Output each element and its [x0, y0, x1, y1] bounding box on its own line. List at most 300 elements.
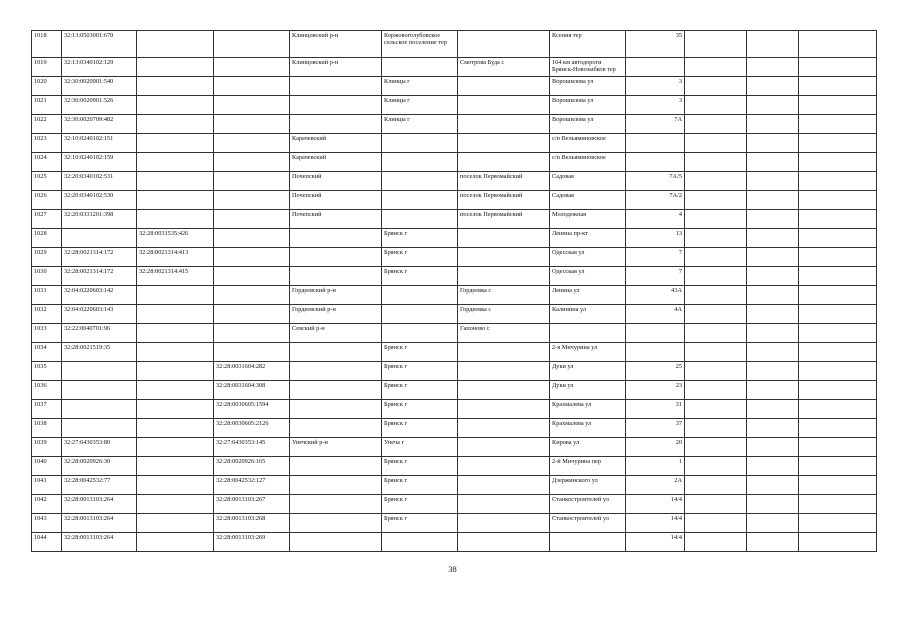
table-cell [382, 533, 458, 552]
table-cell: 32:28:0031604:308 [214, 381, 290, 400]
empty-cell [685, 533, 747, 552]
table-cell: 14/4 [626, 514, 685, 533]
table-cell [458, 476, 550, 495]
table-cell [458, 457, 550, 476]
empty-cell [685, 305, 747, 324]
table-cell [137, 324, 214, 343]
register-table [31, 30, 877, 552]
empty-cell [685, 172, 747, 191]
table-cell: Ленина пр-кт [550, 229, 626, 248]
table-cell [137, 96, 214, 115]
table-cell: 37 [626, 419, 685, 438]
table-cell [137, 77, 214, 96]
table-cell [290, 514, 382, 533]
table-cell: Клинцы г [382, 115, 458, 134]
empty-cell [685, 58, 747, 77]
empty-cell [799, 286, 877, 305]
table-cell [382, 172, 458, 191]
table-cell [458, 229, 550, 248]
table-cell [290, 419, 382, 438]
table-row [32, 305, 877, 324]
table-cell: 32:04:0220603:142 [62, 286, 137, 305]
table-cell: Дзержинского ул [550, 476, 626, 495]
row-number-cell: 1033 [32, 324, 62, 343]
table-cell [137, 381, 214, 400]
table-cell [214, 172, 290, 191]
table-cell [458, 400, 550, 419]
empty-cell [799, 115, 877, 134]
empty-cell [747, 286, 799, 305]
empty-cell [799, 134, 877, 153]
table-cell [214, 343, 290, 362]
table-cell: Брянск г [382, 457, 458, 476]
table-cell [214, 77, 290, 96]
table-row [32, 400, 877, 419]
table-cell: Молодежная [550, 210, 626, 229]
table-cell [137, 457, 214, 476]
table-row [32, 267, 877, 286]
table-cell [290, 248, 382, 267]
empty-cell [685, 134, 747, 153]
empty-cell [747, 115, 799, 134]
empty-cell [685, 248, 747, 267]
row-number-cell: 1044 [32, 533, 62, 552]
table-cell [214, 210, 290, 229]
table-cell: 23 [626, 381, 685, 400]
row-number-cell: 1019 [32, 58, 62, 77]
table-cell [214, 31, 290, 58]
row-number-cell: 1032 [32, 305, 62, 324]
empty-cell [799, 229, 877, 248]
table-cell: 32:27:0430353:80 [62, 438, 137, 457]
table-cell [62, 229, 137, 248]
table-cell [458, 31, 550, 58]
table-cell [214, 324, 290, 343]
table-cell: 43А [626, 286, 685, 305]
table-cell: 25 [626, 362, 685, 381]
empty-cell [685, 96, 747, 115]
table-cell: 32:22:0040701:96 [62, 324, 137, 343]
table-cell: 20 [626, 438, 685, 457]
table-cell [458, 96, 550, 115]
table-cell: 1 [626, 457, 685, 476]
empty-cell [799, 58, 877, 77]
table-cell: Брянск г [382, 419, 458, 438]
page-number: 38 [448, 564, 457, 574]
table-cell: Садовая [550, 191, 626, 210]
row-number-cell: 1034 [32, 343, 62, 362]
table-cell [458, 419, 550, 438]
table-cell [214, 96, 290, 115]
row-number-cell: 1039 [32, 438, 62, 457]
table-cell: 164 км автодороги Брянск-Новозыбков тер [550, 58, 626, 77]
empty-cell [685, 343, 747, 362]
table-row [32, 419, 877, 438]
table-cell [62, 419, 137, 438]
empty-cell [747, 362, 799, 381]
empty-cell [747, 438, 799, 457]
table-row [32, 343, 877, 362]
table-cell: Гордеевский р-н [290, 286, 382, 305]
table-row [32, 96, 877, 115]
table-cell: 13 [626, 229, 685, 248]
table-cell: Станкостроителей ул [550, 495, 626, 514]
row-number-cell: 1042 [32, 495, 62, 514]
table-cell [382, 58, 458, 77]
table-cell [626, 134, 685, 153]
empty-cell [799, 210, 877, 229]
table-cell: 32:28:0013103:269 [214, 533, 290, 552]
table-cell: 7 [626, 267, 685, 286]
table-cell [214, 115, 290, 134]
table-cell: 3 [626, 77, 685, 96]
empty-cell [799, 305, 877, 324]
table-cell [290, 533, 382, 552]
table-cell: 32:28:0021314:172 [62, 267, 137, 286]
table-cell: 32:20:0340102:531 [62, 172, 137, 191]
table-cell: Одесская ул [550, 267, 626, 286]
table-cell: 32:28:0030605:1594 [214, 400, 290, 419]
empty-cell [747, 324, 799, 343]
table-cell: 32:28:0021519:35 [62, 343, 137, 362]
table-row [32, 210, 877, 229]
empty-cell [799, 362, 877, 381]
empty-cell [747, 248, 799, 267]
table-cell [458, 438, 550, 457]
empty-cell [747, 343, 799, 362]
table-cell [458, 381, 550, 400]
table-cell [137, 362, 214, 381]
table-body [32, 31, 877, 552]
table-cell: 32:28:0030605:2126 [214, 419, 290, 438]
empty-cell [747, 381, 799, 400]
table-row [32, 533, 877, 552]
empty-cell [799, 77, 877, 96]
row-number-cell: 1031 [32, 286, 62, 305]
table-cell [214, 58, 290, 77]
table-cell: 32:04:0220603:143 [62, 305, 137, 324]
table-cell [458, 343, 550, 362]
table-cell: 32:30:0020901:526 [62, 96, 137, 115]
table-cell [137, 514, 214, 533]
table-cell: Дуки ул [550, 362, 626, 381]
table-cell: Ксения тер [550, 31, 626, 58]
table-cell [290, 343, 382, 362]
table-cell [458, 514, 550, 533]
row-number-cell: 1040 [32, 457, 62, 476]
table-cell [137, 115, 214, 134]
table-cell [626, 153, 685, 172]
table-cell [458, 77, 550, 96]
empty-cell [747, 134, 799, 153]
table-cell [214, 191, 290, 210]
table-cell: 14/4 [626, 495, 685, 514]
empty-cell [747, 96, 799, 115]
table-row [32, 191, 877, 210]
table-cell: Почепский [290, 191, 382, 210]
table-row [32, 286, 877, 305]
table-cell: 32:28:0013103:264 [62, 514, 137, 533]
table-cell [137, 172, 214, 191]
table-cell: 32:20:0331201:398 [62, 210, 137, 229]
table-row [32, 495, 877, 514]
table-cell [214, 229, 290, 248]
table-cell [550, 324, 626, 343]
table-row [32, 381, 877, 400]
table-cell: Брянск г [382, 400, 458, 419]
empty-cell [747, 400, 799, 419]
empty-cell [685, 419, 747, 438]
table-cell [137, 400, 214, 419]
row-number-cell: 1021 [32, 96, 62, 115]
empty-cell [685, 191, 747, 210]
row-number-cell: 1022 [32, 115, 62, 134]
empty-cell [799, 153, 877, 172]
table-cell: 2-я Мичурина ул [550, 343, 626, 362]
empty-cell [747, 514, 799, 533]
table-cell [290, 77, 382, 96]
table-cell: Карачевский [290, 153, 382, 172]
table-cell: Гордеевский р-н [290, 305, 382, 324]
empty-cell [799, 343, 877, 362]
table-cell [214, 134, 290, 153]
table-cell [382, 134, 458, 153]
table-cell: поселок Первомайский [458, 191, 550, 210]
table-cell: 32:28:0020926:30 [62, 457, 137, 476]
table-cell [382, 210, 458, 229]
empty-cell [685, 210, 747, 229]
empty-cell [685, 267, 747, 286]
table-cell: Станкостроителей ул [550, 514, 626, 533]
table-cell: 32:28:0013103:264 [62, 533, 137, 552]
table-cell: Ворошилова ул [550, 96, 626, 115]
table-cell: 32:28:0013103:267 [214, 495, 290, 514]
table-cell [290, 362, 382, 381]
table-row [32, 115, 877, 134]
table-cell: Брянск г [382, 248, 458, 267]
empty-cell [685, 400, 747, 419]
empty-cell [685, 153, 747, 172]
table-cell: 32:28:0021314:413 [137, 248, 214, 267]
row-number-cell: 1024 [32, 153, 62, 172]
table-cell: 35 [626, 31, 685, 58]
table-cell: 32:28:0013103:268 [214, 514, 290, 533]
empty-cell [685, 495, 747, 514]
row-number-cell: 1041 [32, 476, 62, 495]
empty-cell [799, 514, 877, 533]
table-cell: 32:13:0503001:670 [62, 31, 137, 58]
table-cell: Ворошилова ул [550, 77, 626, 96]
table-cell [290, 115, 382, 134]
table-cell [290, 96, 382, 115]
table-cell [382, 324, 458, 343]
table-row [32, 229, 877, 248]
table-cell: с/п Вельяминовское [550, 134, 626, 153]
table-cell: Почепский [290, 210, 382, 229]
table-row [32, 153, 877, 172]
table-row [32, 172, 877, 191]
table-cell: поселок Первомайский [458, 172, 550, 191]
empty-cell [799, 248, 877, 267]
table-cell: 32:10:0240102:159 [62, 153, 137, 172]
table-cell: Брянск г [382, 362, 458, 381]
table-cell: 7А/5 [626, 172, 685, 191]
table-cell [626, 343, 685, 362]
row-number-cell: 1035 [32, 362, 62, 381]
table-cell [458, 267, 550, 286]
table-cell: Калинина ул [550, 305, 626, 324]
table-cell: Брянск г [382, 495, 458, 514]
table-cell [290, 495, 382, 514]
empty-cell [799, 419, 877, 438]
row-number-cell: 1030 [32, 267, 62, 286]
table-cell [290, 476, 382, 495]
row-number-cell: 1036 [32, 381, 62, 400]
table-cell: Кирова ул [550, 438, 626, 457]
empty-cell [685, 381, 747, 400]
row-number-cell: 1038 [32, 419, 62, 438]
empty-cell [747, 495, 799, 514]
table-cell [214, 248, 290, 267]
table-cell [290, 457, 382, 476]
table-cell [626, 324, 685, 343]
empty-cell [685, 514, 747, 533]
empty-cell [799, 96, 877, 115]
table-cell: 3 [626, 96, 685, 115]
empty-cell [747, 229, 799, 248]
empty-cell [799, 457, 877, 476]
table-cell: Клинцы г [382, 96, 458, 115]
table-cell: 32:28:0031604:282 [214, 362, 290, 381]
empty-cell [685, 286, 747, 305]
empty-cell [799, 533, 877, 552]
row-number-cell: 1043 [32, 514, 62, 533]
table-cell: с/п Вельяминовское [550, 153, 626, 172]
table-cell [62, 381, 137, 400]
empty-cell [685, 362, 747, 381]
table-cell [214, 153, 290, 172]
table-cell: Почепский [290, 172, 382, 191]
table-cell [62, 362, 137, 381]
table-cell: Смотрова Буда с [458, 58, 550, 77]
table-cell: Брянск г [382, 343, 458, 362]
table-cell: 2-й Мичурина пер [550, 457, 626, 476]
table-cell: 32:28:0021314:172 [62, 248, 137, 267]
table-cell: Гордеевка с [458, 305, 550, 324]
row-number-cell: 1018 [32, 31, 62, 58]
table-row [32, 248, 877, 267]
table-cell: Ленина ул [550, 286, 626, 305]
table-cell: 32:30:0020901:540 [62, 77, 137, 96]
empty-cell [747, 58, 799, 77]
table-cell: Клинцовский р-н [290, 31, 382, 58]
table-cell: Карачевский [290, 134, 382, 153]
empty-cell [747, 267, 799, 286]
table-cell [137, 58, 214, 77]
row-number-cell: 1028 [32, 229, 62, 248]
table-row [32, 476, 877, 495]
row-number-cell: 1027 [32, 210, 62, 229]
table-cell: Дуки ул [550, 381, 626, 400]
table-row [32, 58, 877, 77]
empty-cell [747, 419, 799, 438]
table-cell: Крахмалева ул [550, 419, 626, 438]
empty-cell [747, 172, 799, 191]
table-cell [137, 495, 214, 514]
empty-cell [799, 172, 877, 191]
table-cell: 32:28:0042532:77 [62, 476, 137, 495]
table-cell: 7 [626, 248, 685, 267]
table-cell [137, 134, 214, 153]
empty-cell [747, 77, 799, 96]
table-row [32, 457, 877, 476]
table-row [32, 324, 877, 343]
table-cell [290, 381, 382, 400]
table-cell: 32:13:0340102:129 [62, 58, 137, 77]
table-cell: 4А [626, 305, 685, 324]
table-cell: 31 [626, 400, 685, 419]
table-cell: Клинцовский р-н [290, 58, 382, 77]
table-cell: 32:28:0021314:415 [137, 267, 214, 286]
table-cell: Ворошилова ул [550, 115, 626, 134]
empty-cell [685, 115, 747, 134]
empty-cell [685, 324, 747, 343]
empty-cell [747, 210, 799, 229]
empty-cell [685, 457, 747, 476]
table-cell: 32:28:0031535:426 [137, 229, 214, 248]
table-cell: Одесская ул [550, 248, 626, 267]
table-cell [458, 495, 550, 514]
table-cell [137, 153, 214, 172]
table-cell [137, 286, 214, 305]
empty-cell [747, 191, 799, 210]
empty-cell [747, 457, 799, 476]
empty-cell [799, 31, 877, 58]
table-cell [458, 533, 550, 552]
table-cell [137, 191, 214, 210]
table-cell [382, 153, 458, 172]
table-row [32, 362, 877, 381]
table-cell: Брянск г [382, 267, 458, 286]
table-cell [62, 400, 137, 419]
table-cell: 32:28:0042532:127 [214, 476, 290, 495]
table-cell: поселок Первомайский [458, 210, 550, 229]
empty-cell [747, 31, 799, 58]
table-cell: 4 [626, 210, 685, 229]
table-cell [290, 229, 382, 248]
empty-cell [685, 31, 747, 58]
table-cell [626, 58, 685, 77]
table-cell [214, 267, 290, 286]
table-cell [137, 305, 214, 324]
table-cell: Унеча г [382, 438, 458, 457]
table-cell [137, 343, 214, 362]
table-cell: 32:28:0020926:165 [214, 457, 290, 476]
empty-cell [799, 324, 877, 343]
empty-cell [685, 476, 747, 495]
table-row [32, 77, 877, 96]
table-cell: 14/4 [626, 533, 685, 552]
table-cell: Брянск г [382, 476, 458, 495]
table-cell [214, 286, 290, 305]
table-cell: 32:30:0020709:482 [62, 115, 137, 134]
table-row [32, 514, 877, 533]
empty-cell [747, 153, 799, 172]
table-cell [137, 419, 214, 438]
empty-cell [747, 533, 799, 552]
table-cell [458, 248, 550, 267]
row-number-cell: 1029 [32, 248, 62, 267]
